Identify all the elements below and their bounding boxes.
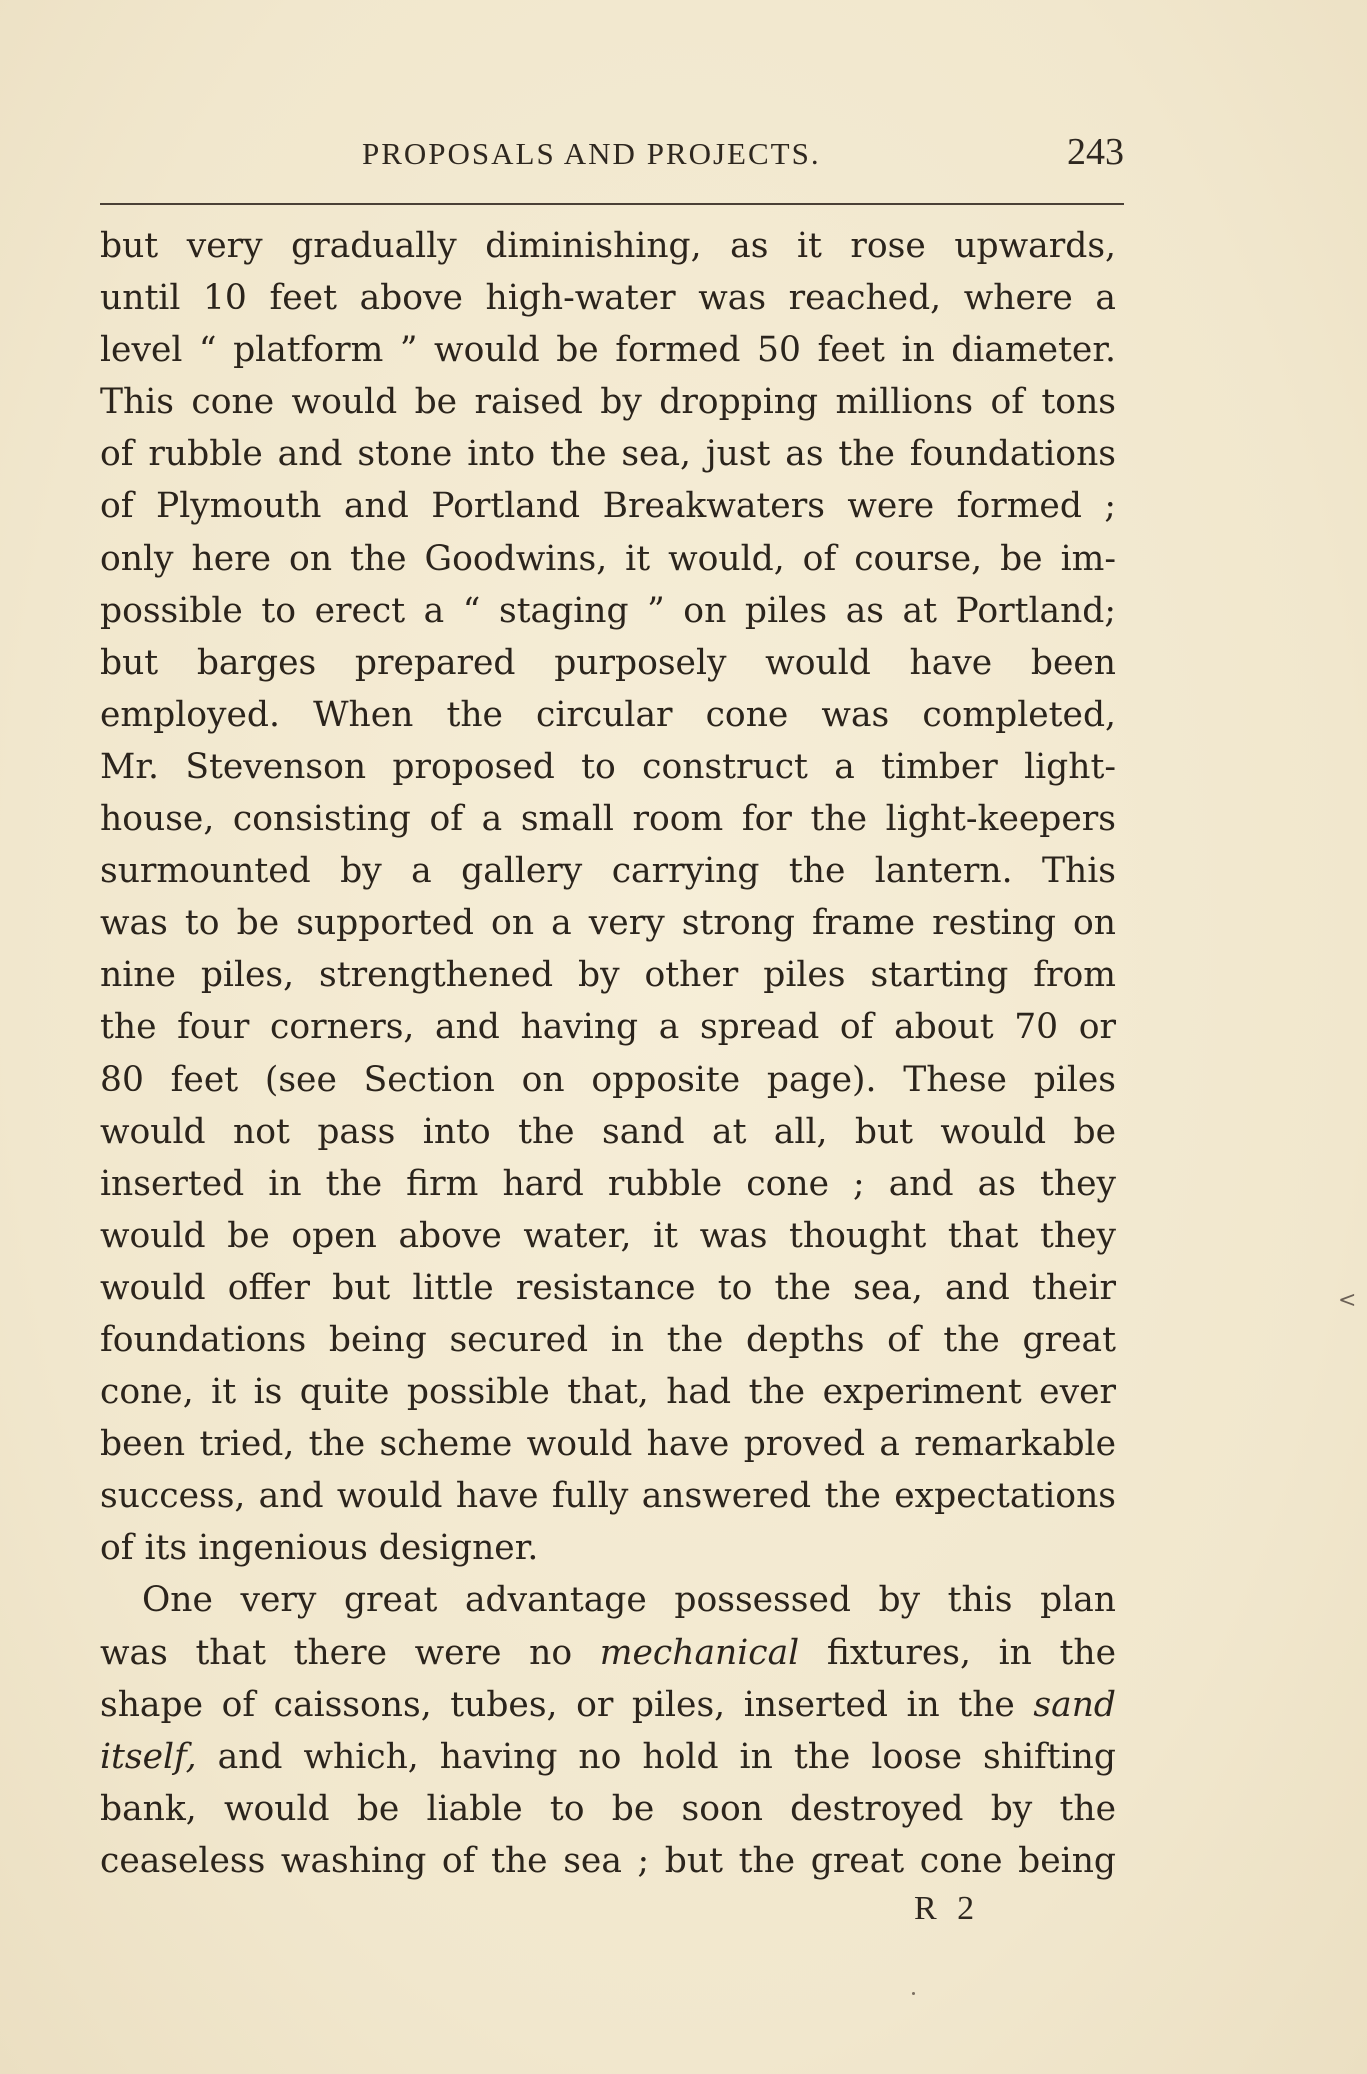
- text-line: would be open above water, it was thought that they: [100, 1215, 1116, 1256]
- text-line: but barges prepared purposely would have been: [100, 642, 1116, 683]
- paragraph-line: [100, 1627, 1116, 1679]
- text-line: cone, it is quite possible that, had the experiment ever: [100, 1372, 1116, 1413]
- paragraph-line: ceaseless washing of the sea ; but the great cone being: [100, 1840, 1116, 1881]
- text-line: of rubble and stone into the sea, just as the foundations: [100, 434, 1116, 475]
- text-line: been tried, the scheme would have proved a remarkable: [100, 1424, 1116, 1465]
- signature-mark: R 2: [914, 1890, 981, 1927]
- page-header: [100, 131, 1124, 186]
- text-line: Mr. Stevenson proposed to construct a timber light-: [100, 746, 1116, 787]
- text-line: of its ingenious designer.: [100, 1528, 539, 1569]
- text-line: level “ platform ” would be formed 50 feet in diameter.: [100, 330, 1116, 371]
- text-run: and which, having no hold in the loose shifting: [196, 1736, 1116, 1777]
- text-line: the four corners, and having a spread of about 70 or: [100, 1007, 1116, 1048]
- running-head: PROPOSALS AND PROJECTS.: [362, 136, 821, 171]
- text-line: employed. When the circular cone was completed,: [100, 694, 1116, 735]
- text-run: was that there were no: [100, 1632, 600, 1673]
- text-line: until 10 feet above high-water was reached, where a: [100, 278, 1116, 319]
- header-rule: [100, 203, 1124, 205]
- text-run: shape of caissons, tubes, or piles, inserted in the: [100, 1684, 1034, 1725]
- text-run: fixtures, in the: [799, 1632, 1116, 1673]
- margin-mark: <: [1338, 1288, 1357, 1313]
- paragraph-line: One very great advantage possessed by this plan: [142, 1580, 1116, 1621]
- text-line: only here on the Goodwins, it would, of course, be im-: [100, 538, 1116, 579]
- text-line: This cone would be raised by dropping millions of tons: [100, 382, 1116, 423]
- paragraph-line: [100, 1731, 1116, 1783]
- italic-word: sand: [1033, 1684, 1116, 1725]
- text-line: success, and would have fully answered the expectations: [100, 1476, 1116, 1517]
- text-line: inserted in the firm hard rubble cone ; and as they: [100, 1163, 1116, 1204]
- text-line: 80 feet (see Section on opposite page). These piles: [100, 1059, 1116, 1100]
- text-line: would offer but little resistance to the sea, and their: [100, 1267, 1116, 1308]
- paper-speck: [912, 1992, 915, 1995]
- text-line: was to be supported on a very strong frame resting on: [100, 903, 1116, 944]
- italic-word: mechanical: [599, 1632, 800, 1673]
- text-line: foundations being secured in the depths of the great: [100, 1319, 1116, 1360]
- paragraph-line: bank, would be liable to be soon destroyed by the: [100, 1788, 1116, 1829]
- body-text: [100, 220, 1116, 1887]
- text-line: possible to erect a “ staging ” on piles as at Portland;: [100, 590, 1116, 631]
- text-line: nine piles, strengthened by other piles starting from: [100, 955, 1116, 996]
- text-line: but very gradually diminishing, as it rose upwards,: [100, 226, 1116, 266]
- paragraph-line: [100, 1679, 1116, 1731]
- text-line: surmounted by a gallery carrying the lantern. This: [100, 851, 1116, 892]
- text-line: would not pass into the sand at all, but would be: [100, 1111, 1116, 1152]
- italic-word: itself,: [100, 1736, 197, 1777]
- page-number: 243: [1067, 131, 1124, 173]
- text-line: house, consisting of a small room for the light-keepers: [100, 799, 1116, 840]
- text-line: of Plymouth and Portland Breakwaters were formed ;: [100, 486, 1116, 527]
